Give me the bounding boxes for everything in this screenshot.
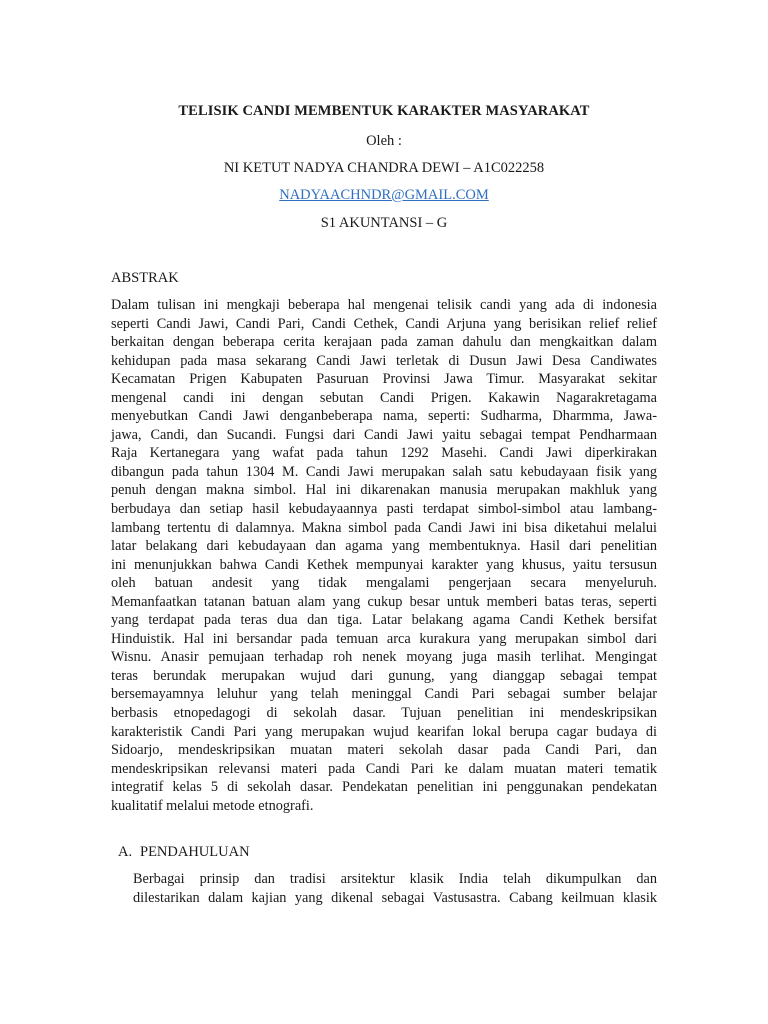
abstract-line: berbasis etnopedagogi di sekolah dasar. Tujuan penelitian ini mendeskripsikan	[111, 705, 657, 722]
abstract-line: penuh dengan makna simbol. Hal ini dikarenakan manusia merupakan makhluk yang	[111, 482, 657, 499]
abstract-heading: ABSTRAK	[111, 270, 179, 286]
section-heading-pendahuluan	[118, 843, 250, 861]
abstract-line: bersemayamnya leluhur yang telah meninggal Candi Pari sebagai sumber belajar	[111, 686, 657, 703]
abstract-line: menyebutkan Candi Jawi denganbeberapa nama, seperti: Sudharma, Dharmma, Jawa-	[111, 408, 657, 425]
section-title: PENDAHULUAN	[140, 844, 250, 860]
abstract-line: integratif kelas 5 di sekolah dasar. Pendekatan penelitian ini penggunakan pendekatan	[111, 779, 657, 796]
abstract-body	[111, 296, 657, 815]
abstract-line: lambang tertentu di dalamnya. Makna simbol pada Candi Jawi ini bisa diketahui melalui	[111, 519, 657, 536]
abstract-line: kehidupan pada masa sekarang Candi Jawi terletak di Dusun Jawi Desa Candiwates	[111, 352, 657, 369]
abstract-line: ini menunjukkan bahwa Candi Kethek mempunyai karakter yang khusus, yaitu tersusun	[111, 556, 657, 573]
section-marker: A.	[118, 844, 133, 860]
abstract-line: Memanfaatkan tatanan batuan alam yang cukup besar untuk memberi batas teras, seperti	[111, 593, 657, 610]
abstract-line: berkaitan dengan beberapa cerita kerajaan pada zaman dahulu dan mengkaitkan dalam	[111, 334, 657, 351]
study-program: S1 AKUNTANSI – G	[320, 215, 448, 231]
abstract-line: berbudaya dan setiap hasil kebudayaannya pasti terdapat simbol-simbol atau lambang-	[111, 501, 657, 518]
abstract-line: teras berundak merupakan wujud dari gunung, yang dianggap sebagai tempat	[111, 667, 657, 684]
abstract-line: kualitatif melalui metode etnografi.	[111, 797, 314, 814]
abstract-line: Raja Kertanegara yang wafat pada tahun 1292 Masehi. Candi Jawi diperkirakan	[111, 445, 657, 462]
author-email-link[interactable]: NADYAACHNDR@GMAIL.COM	[279, 187, 489, 203]
abstract-line: Sidoarjo, mendeskripsikan muatan materi sekolah dasar pada Candi Pari, dan	[111, 742, 657, 759]
abstract-line: latar belakang dari kebudayaan dan agama yang membentuknya. Hasil dari penelitian	[111, 538, 657, 555]
abstract-line: yang terdapat pada teras dua dan tiga. Latar belakang agama Candi Kethek bersifat	[111, 612, 657, 629]
pendahuluan-line: dilestarikan dalam kajian yang dikenal sebagai Vastusastra. Cabang keilmuan klasik	[133, 889, 657, 906]
paper-title: TELISIK CANDI MEMBENTUK KARAKTER MASYARAKAT	[178, 103, 590, 119]
abstract-line: jawa, Candi, dan Sucandi. Fungsi dari Candi Jawi yaitu sebagai tempat Pendharmaan	[111, 426, 657, 443]
abstract-line: mendeskripsikan relevansi materi pada Candi Pari ke dalam muatan materi tematik	[111, 760, 657, 777]
pendahuluan-body	[133, 870, 657, 907]
abstract-line: karakteristik Candi Pari yang merupakan wujud kearifan lokal berupa cagar budaya di	[111, 723, 657, 740]
abstract-line: Kecamatan Prigen Kabupaten Pasuruan Provinsi Jawa Timur. Masyarakat sekitar	[111, 371, 657, 388]
abstract-line: Wisnu. Anasir pemujaan terhadap roh nenek moyang juga masih terlihat. Mengingat	[111, 649, 657, 666]
abstract-line: Dalam tulisan ini mengkaji beberapa hal mengenai telisik candi yang ada di indonesia	[111, 297, 657, 313]
author-name: NI KETUT NADYA CHANDRA DEWI – A1C022258	[223, 160, 545, 176]
abstract-line: Hinduistik. Hal ini bersandar pada temuan arca kurakura yang merupakan simbol dari	[111, 630, 657, 647]
abstract-line: oleh batuan andesit yang tidak mengalami pengerjaan secara menyeluruh.	[111, 575, 657, 592]
pendahuluan-line: Berbagai prinsip dan tradisi arsitektur klasik India telah dikumpulkan dan	[133, 871, 657, 887]
byline-label: Oleh :	[366, 133, 402, 149]
abstract-line: mengenal candi ini dengan sebutan Candi Prigen. Kakawin Nagarakretagama	[111, 389, 657, 406]
abstract-line: dibangun pada tahun 1304 M. Candi Jawi merupakan salah satu kebudayaan fisik yang	[111, 463, 657, 480]
abstract-line: seperti Candi Jawi, Candi Pari, Candi Cethek, Candi Arjuna yang berisikan relief relief	[111, 315, 657, 332]
